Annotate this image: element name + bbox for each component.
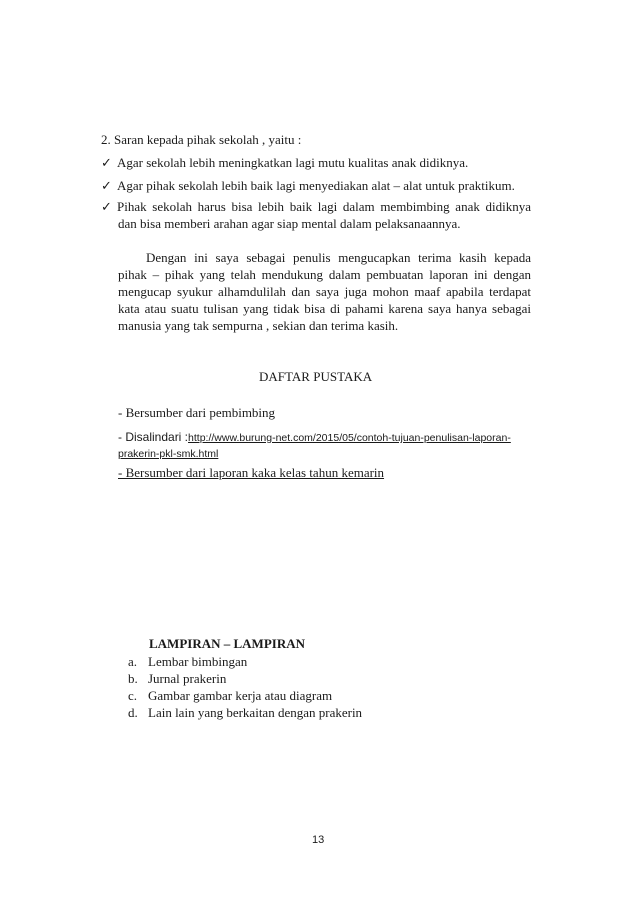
- saran-item-3-continuation: dan bisa memberi arahan agar siap mental dalam pelaksanaannya.: [118, 216, 461, 231]
- lampiran-item-text: Gambar gambar kerja atau diagram: [148, 688, 333, 703]
- lampiran-title: LAMPIRAN – LAMPIRAN: [149, 636, 305, 651]
- daftar-item-1: - Bersumber dari pembimbing: [118, 405, 276, 420]
- saran-item-3: [101, 198, 531, 215]
- lampiran-item-text: Jurnal prakerin: [148, 671, 227, 686]
- list-marker: a.: [128, 654, 138, 669]
- lampiran-item-d: [128, 704, 362, 721]
- daftar-link-line-2[interactable]: prakerin-pkl-smk.html: [118, 448, 219, 460]
- list-marker: b.: [128, 671, 138, 686]
- lampiran-item-b: [128, 670, 226, 687]
- list-marker: d.: [128, 705, 138, 720]
- closing-line-3: mengucap syukur alhamdulilah dan saya juga mohon maaf apabila terdapat: [118, 284, 531, 299]
- closing-last-line: manusia yang tak sempurna , sekian dan terima kasih.: [118, 318, 399, 333]
- lampiran-item-c: [128, 687, 332, 704]
- saran-item-1: [101, 154, 468, 171]
- saran-intro: 2. Saran kepada pihak sekolah , yaitu :: [101, 132, 302, 147]
- page-number: 13: [312, 834, 325, 846]
- daftar-item-2: [118, 428, 511, 447]
- checkmark-icon: ✓: [101, 199, 112, 214]
- lampiran-item-text: Lain lain yang berkaitan dengan prakerin: [148, 705, 363, 720]
- lampiran-item-text: Lembar bimbingan: [148, 654, 248, 669]
- daftar-item-3: - Bersumber dari laporan kaka kelas tahun kemarin: [118, 465, 385, 480]
- checkmark-icon: ✓: [101, 178, 112, 193]
- list-marker: c.: [128, 688, 138, 703]
- saran-item-text: Pihak sekolah harus bisa lebih baik lagi dalam membimbing anak didiknya: [117, 199, 531, 214]
- closing-line-4: kata atau suatu tulisan yang tidak bisa di pahami karena saya hanya sebagai: [118, 301, 531, 316]
- saran-item-text: Agar sekolah lebih meningkatkan lagi mutu kualitas anak didiknya.: [117, 155, 469, 170]
- lampiran-item-a: [128, 653, 247, 670]
- daftar-pustaka-title: DAFTAR PUSTAKA: [259, 369, 373, 384]
- closing-line-1: Dengan ini saya sebagai penulis mengucapkan terima kasih kepada: [146, 250, 531, 265]
- saran-item-2: [101, 177, 515, 194]
- checkmark-icon: ✓: [101, 155, 112, 170]
- closing-line-2: pihak – pihak yang telah mendukung dalam pembuatan laporan ini dengan: [118, 267, 531, 282]
- daftar-link-line-1[interactable]: http://www.burung-net.com/2015/05/contoh-tujuan-penulisan-laporan-: [188, 432, 511, 444]
- daftar-item-2-prefix: - Disalindari :: [118, 430, 189, 444]
- saran-item-text: Agar pihak sekolah lebih baik lagi menyediakan alat – alat untuk praktikum.: [117, 178, 515, 193]
